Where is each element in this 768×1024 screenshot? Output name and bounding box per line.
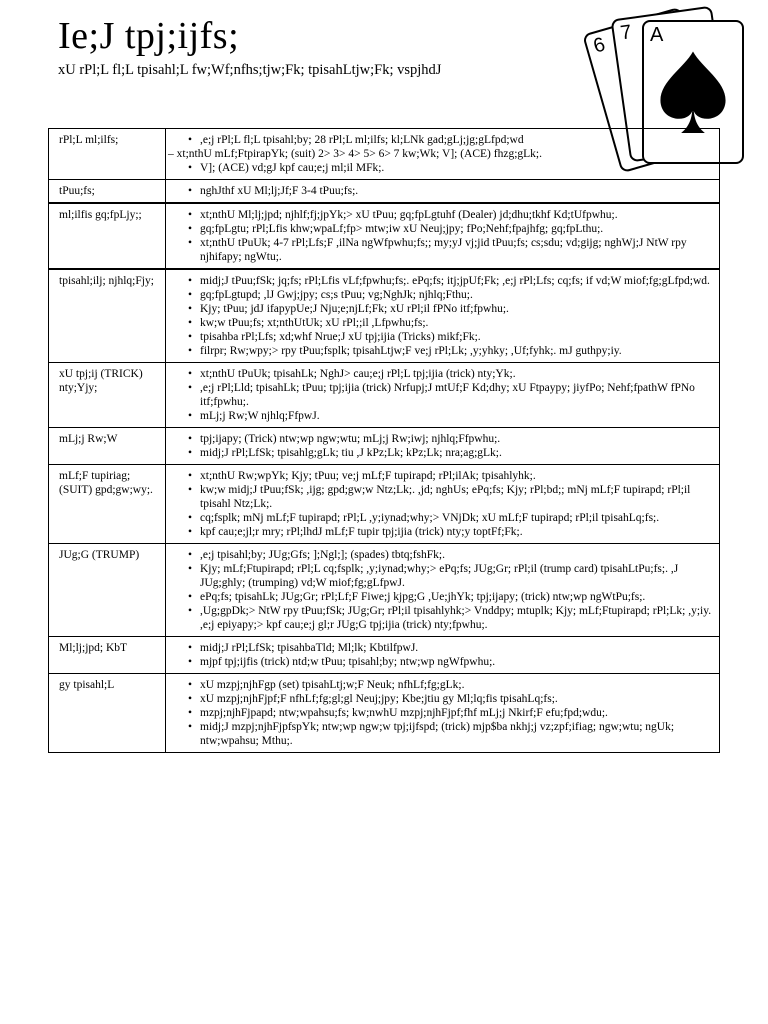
rule-item: • nghJthf xU Ml;lj;Jf;F 3-4 tPuu;fs;. bbox=[188, 184, 713, 198]
rule-label: Ml;lj;jpd; KbT bbox=[49, 637, 166, 674]
rule-item: • xt;nthU tPuUk; tpisahLk; NghJ> cau;e;j rPl;L tpj;ijia (trick) nty;Yk;. bbox=[188, 367, 713, 381]
rule-item: • V]; (ACE) vd;gJ kpf cau;e;j ml;il MFk;. bbox=[188, 161, 713, 175]
rule-item: • ,e;j rPl;Lld; tpisahLk; tPuu; tpj;ijia (trick) Nrfupj;J mtUf;F Kd;dhy; xU Ftpaypy; jiyfPo; Nehf;fpathW fPNo itf;fpwhu;. bbox=[188, 381, 713, 409]
rule-content bbox=[166, 129, 720, 180]
rule-content bbox=[166, 269, 720, 363]
rule-label: mLf;F tupiriag; (SUIT) gpd;gw;wy;. bbox=[49, 465, 166, 544]
rule-item: • ,e;j tpisahl;by; JUg;Gfs; ];Ngl;]; (spades) tbtq;fshFk;. bbox=[188, 548, 713, 562]
rule-item: • xt;nthU Ml;lj;jpd; njhlf;fj;jpYk;> xU tPuu; gq;fpLgtuhf (Dealer) jd;dhu;tkhf Kd;tUfpwhu;. bbox=[188, 208, 713, 222]
rule-item: • xU mzpj;njhFjpf;F nfhLf;fg;gl;gl Neuj;jpy; Kbe;jtiu gy Ml;lq;fis tpisahLq;fs;. bbox=[188, 692, 713, 706]
rule-label: ml;ilfis gq;fpLjy;; bbox=[49, 203, 166, 269]
page-title: Ie;J tpj;ijfs; bbox=[58, 15, 240, 57]
rule-item: • ,e;j rPl;L fl;L tpisahl;by; 28 rPl;L ml;ilfs; kl;LNk gad;gLj;jg;gLfpd;wd bbox=[188, 133, 713, 147]
rule-row bbox=[49, 637, 720, 674]
rule-content bbox=[166, 363, 720, 428]
rule-item: • cq;fsplk; mNj mLf;F tupirapd; rPl;L ,y;iynad;why;> VNjDk; xU mLf;F tupirapd; rPl;il tpisahLq;fs;. bbox=[188, 511, 713, 525]
rule-label: JUg;G (TRUMP) bbox=[49, 544, 166, 637]
rule-row bbox=[49, 129, 720, 180]
rule-label: gy tpisahl;L bbox=[49, 674, 166, 753]
rule-content bbox=[166, 180, 720, 204]
rule-item: • xt;nthU tPuUk; 4-7 rPl;Lfs;F ,ilNa ngWfpwhu;fs;; my;yJ vj;jid tPuu;fs; cs;sdu; vd;gijg; nghWj;J NtW rpy njhifapy; ngWtu;. bbox=[188, 236, 713, 264]
rule-item: • mjpf tpj;ijfis (trick) ntd;w tPuu; tpisahl;by; ntw;wp ngWfpwhu;. bbox=[188, 655, 713, 669]
rule-row bbox=[49, 674, 720, 753]
rule-item: • tpisahba rPl;Lfs; xd;whf Nrue;J xU tpj;ijia (Tricks) mikf;Fk;. bbox=[188, 330, 713, 344]
rule-item: • filrpr; Rw;wpy;> rpy tPuu;fsplk; tpisahLtjw;F ve;j rPl;Lk; ,y;yhky; ,Uf;fyhk;. mJ guthpy;iy. bbox=[188, 344, 713, 358]
rule-list bbox=[172, 274, 713, 358]
rule-item: • ePq;fs; tpisahLk; JUg;Gr; rPl;Lf;F Fiwe;j kjpg;G ,Ue;jhYk; tpj;ijapy; (trick) ntw;wp ngWtPu;fs;. bbox=[188, 590, 713, 604]
card-rank: 6 bbox=[590, 33, 608, 58]
spade-icon bbox=[656, 48, 730, 138]
rule-list bbox=[172, 367, 713, 423]
rule-label: xU tpj;ij (TRICK) nty;Yjy; bbox=[49, 363, 166, 428]
rule-list bbox=[172, 432, 713, 460]
rule-item: • Kjy; mLf;Ftupirapd; rPl;L cq;fsplk; ,y;iynad;why;> ePq;fs; JUg;Gr; rPl;il (trump card) tpisahLtPu;fs;. ,J JUg;ghly; (trumping) vd;W miof;fg;gLfpwJ. bbox=[188, 562, 713, 590]
page-subtitle: xU rPl;L fl;L tpisahl;L fw;Wf;nfhs;tjw;Fk; tpisahLtjw;Fk; vspjhdJ bbox=[58, 62, 442, 78]
rule-list bbox=[168, 133, 713, 175]
rule-row bbox=[49, 428, 720, 465]
rule-item: • midj;J tPuu;fSk; jq;fs; rPl;Lfis vLf;fpwhu;fs;. ePq;fs; itj;jpUf;Fk; ,e;j rPl;Lfs; cq;fs; if vd;W miof;fg;gLfpd;wd. bbox=[188, 274, 713, 288]
rule-item: • Kjy; tPuu; jdJ ifapypUe;J Nju;e;njLf;Fk; xU rPl;il fPNo itf;fpwhu;. bbox=[188, 302, 713, 316]
rule-row bbox=[49, 203, 720, 269]
rule-item: • tpj;ijapy; (Trick) ntw;wp ngw;wtu; mLj;j Rw;iwj; njhlq;Ffpwhu;. bbox=[188, 432, 713, 446]
rule-item: • midj;J rPl;LfSk; tpisahbaTld; Ml;lk; KbtilfpwJ. bbox=[188, 641, 713, 655]
rule-list bbox=[172, 641, 713, 669]
rule-item: • gq;fpLgtu; rPl;Lfis khw;wpaLf;fp> mtw;iw xU Neuj;jpy; fPo;Nehf;fpajhfg; gq;fpLthu;. bbox=[188, 222, 713, 236]
rule-item: • kpf cau;e;jl;r mry; rPl;lhdJ mLf;F tupir tpj;ijia (trick) nty;y toptFf;Fk;. bbox=[188, 525, 713, 539]
rule-item: • xt;nthU Rw;wpYk; Kjy; tPuu; ve;j mLf;F tupirapd; rPl;ilAk; tpisahlyhk;. bbox=[188, 469, 713, 483]
rule-row bbox=[49, 269, 720, 363]
rule-item: • kw;w midj;J tPuu;fSk; ,ijg; gpd;gw;w Ntz;Lk;. ,jd; nghUs; ePq;fs; Kjy; rPl;bd;; mNj mLf;F tupirapd; rPl;il tpisahl Ntz;Lk;. bbox=[188, 483, 713, 511]
rule-item: • xU mzpj;njhFgp (set) tpisahLtj;w;F Neuk; nfhLf;fg;gLk;. bbox=[188, 678, 713, 692]
rule-item: • midj;J rPl;LfSk; tpisahlg;gLk; tiu ,J kPz;Lk; kPz;Lk; nra;ag;gLk;. bbox=[188, 446, 713, 460]
rule-label: mLj;j Rw;W bbox=[49, 428, 166, 465]
rule-label: tpisahl;ilj; njhlq;Fjy; bbox=[49, 269, 166, 363]
card-rank: A bbox=[650, 24, 664, 46]
rule-row bbox=[49, 363, 720, 428]
rule-item: – xt;nthU mLf;FtpirapYk; (suit) 2> 3> 4> 5> 6> 7 kw;Wk; V]; (ACE) fhzg;gLk;. bbox=[168, 148, 542, 160]
rule-item: • mLj;j Rw;W njhlq;FfpwJ. bbox=[188, 409, 713, 423]
rule-item: • ,Ug;gpDk;> NtW rpy tPuu;fSk; JUg;Gr; rPl;il tpisahlyhk;> Vnddpy; mtuplk; Kjy; mLf;Ftupirapd; rPl;Lk; ,y;iy. ,e;j epiyapy;> kpf cau;e;j gl;r JUg;G tpj;ijia (trick) nty;fpwhu;. bbox=[188, 604, 713, 632]
rule-row bbox=[49, 180, 720, 204]
rule-content bbox=[166, 465, 720, 544]
rule-content bbox=[166, 674, 720, 753]
rule-item: • kw;w tPuu;fs; xt;nthUtUk; xU rPl;;il ,Lfpwhu;fs;. bbox=[188, 316, 713, 330]
rule-content bbox=[166, 637, 720, 674]
rule-row bbox=[49, 544, 720, 637]
rule-list bbox=[172, 208, 713, 264]
rule-item: • mzpj;njhFjpapd; ntw;wpahsu;fs; kw;nwhU mzpj;njhFjpf;fhf mLj;j Nkirf;F efu;fpd;wdu;. bbox=[188, 706, 713, 720]
rule-list bbox=[172, 184, 713, 198]
rule-item: • midj;J mzpj;njhFjpfspYk; ntw;wp ngw;w tpj;ijfspd; (trick) mjp$ba nkhj;j vz;zpf;ifiag; ngw;wtu; ngUk; ntw;wpahsu; Mthu;. bbox=[188, 720, 713, 748]
rule-label: rPl;L ml;ilfs; bbox=[49, 129, 166, 180]
rule-list bbox=[172, 548, 713, 632]
rule-content bbox=[166, 428, 720, 465]
rule-content bbox=[166, 203, 720, 269]
rule-item: • gq;fpLgtupd; ,lJ Gwj;jpy; cs;s tPuu; vg;NghJk; njhlq;Fthu;. bbox=[188, 288, 713, 302]
rule-content bbox=[166, 544, 720, 637]
rule-list bbox=[172, 469, 713, 539]
rule-row bbox=[49, 465, 720, 544]
rules-table bbox=[48, 128, 720, 753]
rule-label: tPuu;fs; bbox=[49, 180, 166, 204]
card-rank: 7 bbox=[618, 21, 634, 45]
rule-list bbox=[172, 678, 713, 748]
